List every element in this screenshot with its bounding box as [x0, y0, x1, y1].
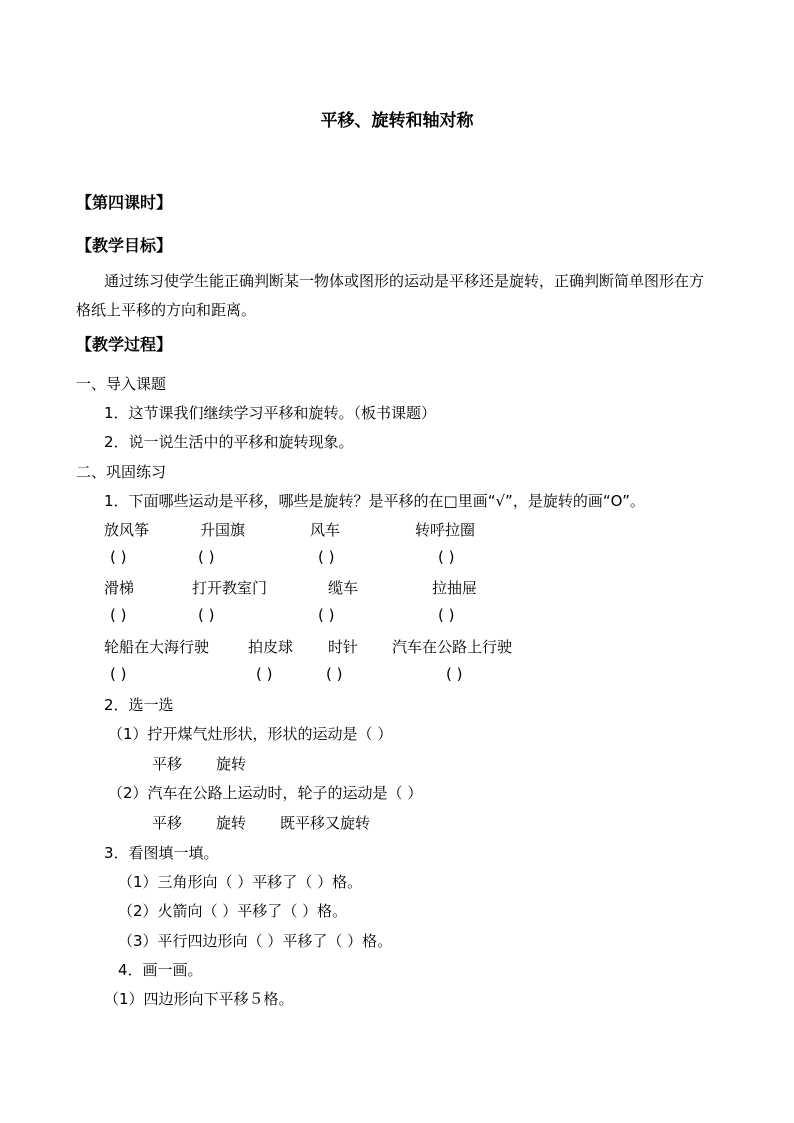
option-label: 时针	[328, 638, 359, 656]
page-title: 平移、旋转和轴对称	[320, 111, 474, 131]
option-label: 拍皮球	[248, 638, 294, 656]
question-4: 4．画一画。	[118, 961, 203, 979]
section-1-item: 2．说一说生活中的平移和旋转现象。	[104, 433, 354, 451]
lesson-heading: 【第四课时】	[76, 193, 173, 212]
question-3-item: （3）平行四边形向（ ）平移了（ ）格。	[118, 932, 393, 950]
option-label: 轮船在大海行驶	[104, 638, 210, 656]
answer-blank[interactable]: ( )	[438, 548, 455, 566]
answer-blank[interactable]: ( )	[438, 606, 455, 624]
choice-option[interactable]: 平移	[152, 755, 183, 773]
question-4-1: （1）四边形向下平移５格。	[104, 990, 294, 1008]
question-2-2: （2）汽车在公路上运动时，轮子的运动是（ ）	[108, 784, 423, 802]
question-1: 1．下面哪些运动是平移，哪些是旋转？是平移的在□里画“√”，是旋转的画“O”。	[104, 492, 645, 510]
option-label: 滑梯	[104, 579, 135, 597]
answer-blank[interactable]: ( )	[110, 548, 127, 566]
answer-blank[interactable]: ( )	[198, 548, 215, 566]
choice-option[interactable]: 旋转	[216, 755, 247, 773]
answer-blank[interactable]: ( )	[198, 606, 215, 624]
choice-option[interactable]: 平移	[152, 814, 183, 832]
objectives-heading: 【教学目标】	[76, 236, 173, 255]
answer-blank[interactable]: ( )	[326, 665, 343, 683]
choice-option[interactable]: 既平移又旋转	[280, 814, 371, 832]
process-heading: 【教学过程】	[76, 335, 173, 354]
section-1-title: 一、导入课题	[76, 375, 167, 393]
section-1-item: 1．这节课我们继续学习平移和旋转。（板书课题）	[104, 404, 437, 422]
option-label: 升国旗	[200, 521, 246, 539]
answer-blank[interactable]: ( )	[110, 665, 127, 683]
question-3-item: （2）火箭向（ ）平移了（ ）格。	[118, 902, 348, 920]
answer-blank[interactable]: ( )	[446, 665, 463, 683]
option-label: 风车	[310, 521, 341, 539]
option-label: 打开教室门	[192, 579, 268, 597]
option-label: 缆车	[328, 579, 359, 597]
choice-option[interactable]: 旋转	[216, 814, 247, 832]
question-2: 2．选一选	[104, 696, 174, 714]
answer-blank[interactable]: ( )	[256, 665, 273, 683]
answer-blank[interactable]: ( )	[318, 606, 335, 624]
option-label: 拉抽屉	[432, 579, 478, 597]
section-2-title: 二、巩固练习	[76, 463, 167, 481]
objectives-text: 通过练习使学生能正确判断某一物体或图形的运动是平移还是旋转，正确判断简单图形在方格纸上平移的方向和距离。	[76, 272, 705, 319]
answer-blank[interactable]: ( )	[318, 548, 335, 566]
question-3: 3．看图填一填。	[104, 844, 219, 862]
option-label: 放风筝	[104, 521, 150, 539]
answer-blank[interactable]: ( )	[110, 606, 127, 624]
question-2-1: （1）拧开煤气灶形状，形状的运动是（ ）	[108, 725, 393, 743]
option-label: 转呼拉圈	[415, 521, 476, 539]
option-label: 汽车在公路上行驶	[392, 638, 513, 656]
question-3-item: （1）三角形向（ ）平移了（ ）格。	[118, 873, 363, 891]
